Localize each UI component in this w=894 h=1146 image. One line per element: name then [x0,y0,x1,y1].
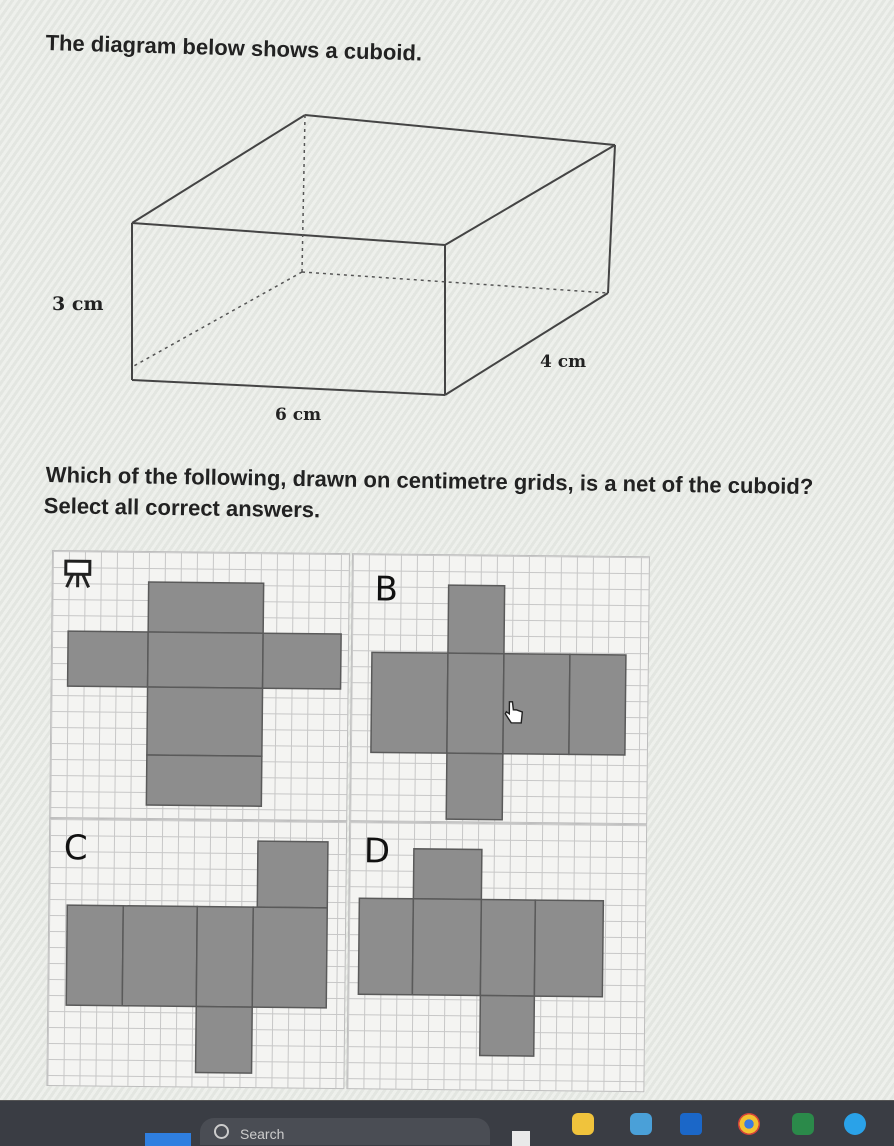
net-face [447,653,504,754]
net-face [148,582,264,633]
cuboid-hidden-edge [302,115,305,272]
net-face [196,1007,253,1074]
option-c[interactable] [46,818,347,1089]
net-a [50,551,349,820]
net-face [371,652,448,753]
net-face [569,654,626,755]
app-icon[interactable] [572,1113,594,1135]
option-b[interactable] [349,553,650,824]
net-face [68,631,149,687]
question-instruction: Select all correct answers. [44,493,321,523]
cuboid-edge [132,380,445,395]
option-label: B [374,572,398,606]
width-label: 6 cm [275,405,321,425]
app-icon[interactable] [630,1113,652,1135]
net-face [534,900,603,997]
net-face [446,753,503,820]
net-face [147,687,263,756]
net-face [448,585,505,654]
folder-icon[interactable] [512,1131,530,1146]
app-icon[interactable] [792,1113,814,1135]
option-d[interactable] [346,821,647,1092]
cuboid-edge [132,115,305,223]
skype-icon[interactable] [844,1113,866,1135]
option-label: D [364,834,391,868]
net-face [358,898,413,995]
question-prompt: Which of the following, drawn on centimetre grids, is a net of the cuboid? [46,462,814,500]
net-face [257,841,328,908]
outlook-icon[interactable] [680,1113,702,1135]
net-face [148,632,264,688]
chrome-icon[interactable] [738,1113,760,1135]
net-face [66,905,123,1006]
option-label: C [64,831,88,865]
cuboid-edge [132,223,445,245]
net-face [146,755,262,806]
net-d [347,822,646,1091]
question-title: The diagram below shows a cuboid. [45,30,422,67]
net-c [47,819,346,1088]
cuboid-hidden-edge [302,272,608,293]
windows-start-icon[interactable] [145,1133,191,1146]
taskbar-search[interactable] [200,1118,490,1145]
net-face [413,849,482,900]
search-placeholder: Search [240,1126,284,1142]
cuboid-edge [445,145,615,245]
height-label: 3 cm [52,293,104,315]
cuboid-edge [305,115,615,145]
cuboid-edge [445,293,608,395]
net-face [196,907,253,1008]
cuboid-edge [608,145,615,293]
depth-label: 4 cm [540,352,586,372]
cuboid-diagram [40,105,660,445]
net-face [480,996,535,1057]
net-face [263,633,342,689]
net-face [412,899,481,996]
net-face [252,907,327,1008]
net-face [480,900,535,997]
answer-options [46,550,648,1088]
option-a[interactable] [49,550,350,821]
search-icon [214,1124,229,1139]
cuboid-hidden-edge [132,272,302,367]
net-face [122,906,197,1007]
